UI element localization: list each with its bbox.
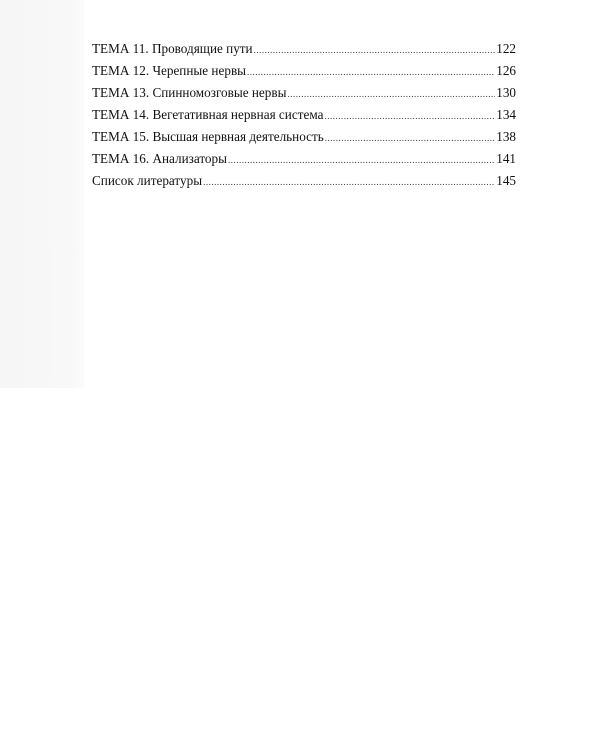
toc-entry-title: ТЕМА 13. Спинномозговые нервы: [92, 85, 287, 100]
toc-entry-topic-13[interactable]: [92, 82, 516, 104]
toc-entry-page: 126: [496, 63, 516, 78]
toc-entry-page: 134: [496, 107, 516, 122]
toc-dot-leader: [228, 149, 495, 171]
toc-entry-topic-15[interactable]: [92, 126, 516, 148]
toc-dot-leader: [325, 127, 495, 149]
scan-margin-shade: [0, 0, 84, 388]
toc-dot-leader: [203, 171, 495, 193]
toc-entry-topic-14[interactable]: [92, 104, 516, 126]
toc-entry-page: 145: [496, 173, 516, 188]
toc-entry-page: 141: [496, 151, 516, 166]
toc-dot-leader: [324, 105, 495, 127]
toc-entry-page: 130: [496, 85, 516, 100]
toc-entry-title: ТЕМА 12. Черепные нервы: [92, 63, 247, 78]
toc-entry-title: ТЕМА 16. Анализаторы: [92, 151, 227, 166]
toc-entry-title: ТЕМА 11. Проводящие пути: [92, 41, 253, 56]
toc-entry-page: 138: [496, 129, 516, 144]
toc-entry-topic-12[interactable]: [92, 60, 516, 82]
toc-dot-leader: [287, 83, 495, 105]
toc-entry-page: 122: [496, 41, 516, 56]
toc-dot-leader: [254, 39, 496, 61]
toc-entry-topic-11[interactable]: [92, 38, 516, 60]
toc-entry-title: Список литературы: [92, 173, 203, 188]
toc-entry-topic-16[interactable]: [92, 148, 516, 170]
toc-entry-title: ТЕМА 14. Вегетативная нервная система: [92, 107, 324, 122]
table-of-contents: [92, 38, 516, 192]
toc-dot-leader: [247, 61, 495, 83]
toc-entry-title: ТЕМА 15. Высшая нервная деятельность: [92, 129, 324, 144]
toc-entry-references[interactable]: [92, 170, 516, 192]
